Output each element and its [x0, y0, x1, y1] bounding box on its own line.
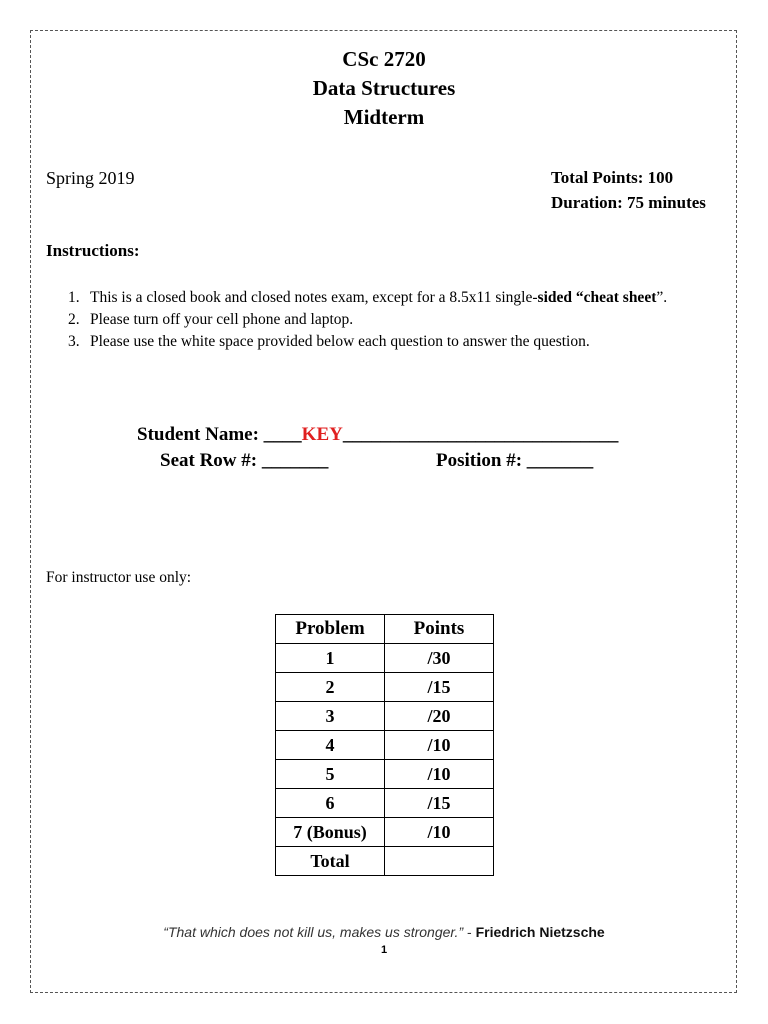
instruction-text: Please use the white space provided below each question to answer the question.	[90, 333, 590, 350]
quote-author: Friedrich Nietzsche	[475, 924, 605, 940]
total-points: Total Points: 100	[551, 168, 674, 187]
student-name-value: KEY	[301, 424, 343, 445]
table-row	[276, 789, 494, 818]
table-row	[276, 731, 494, 760]
problem-cell: 4	[276, 731, 385, 760]
student-name-blank-prefix: ____	[263, 424, 302, 445]
table-row	[276, 702, 494, 731]
points-cell	[385, 847, 494, 876]
duration: Duration: 75 minutes	[551, 193, 706, 212]
column-header-problem: Problem	[276, 615, 385, 644]
seat-row-label: Seat Row #:	[160, 450, 258, 471]
problem-cell: 6	[276, 789, 385, 818]
table-row	[276, 673, 494, 702]
table-row-total	[276, 847, 494, 876]
points-cell: /10	[385, 760, 494, 789]
instruction-item	[68, 309, 667, 331]
problem-cell: 3	[276, 702, 385, 731]
exam-title: Midterm	[343, 105, 425, 129]
seat-row-blank: _______	[261, 450, 329, 471]
problem-cell: 1	[276, 644, 385, 673]
table-row	[276, 760, 494, 789]
instruction-bold-text: sided “cheat sheet	[537, 289, 657, 306]
problem-cell: 5	[276, 760, 385, 789]
page-number: 1	[380, 944, 388, 956]
student-name-line	[137, 424, 618, 446]
instruction-text-end: ”.	[656, 289, 668, 306]
instructions-heading: Instructions:	[46, 241, 140, 260]
points-cell: /10	[385, 818, 494, 847]
points-cell: /10	[385, 731, 494, 760]
table-row	[276, 644, 494, 673]
points-cell: /30	[385, 644, 494, 673]
table-header-row	[276, 615, 494, 644]
quote-separator: -	[463, 924, 476, 940]
position-label: Position #:	[436, 450, 523, 471]
quote-text: “That which does not kill us, makes us stronger.”	[163, 924, 464, 940]
instruction-number: 1.	[68, 289, 80, 306]
instruction-number: 3.	[68, 333, 80, 350]
subject-title: Data Structures	[312, 76, 456, 100]
points-cell: /20	[385, 702, 494, 731]
quote	[0, 924, 768, 940]
seat-row-line	[160, 450, 328, 472]
problem-cell: Total	[276, 847, 385, 876]
table-row	[276, 818, 494, 847]
points-cell: /15	[385, 789, 494, 818]
points-cell: /15	[385, 673, 494, 702]
problem-cell: 7 (Bonus)	[276, 818, 385, 847]
points-table	[275, 614, 494, 876]
instructor-note: For instructor use only:	[46, 569, 192, 586]
position-blank: _______	[526, 450, 594, 471]
instructions-list	[68, 287, 667, 353]
instruction-text: This is a closed book and closed notes exam, except for a 8.5x11 single-	[90, 289, 538, 306]
instruction-number: 2.	[68, 311, 80, 328]
position-line	[436, 450, 593, 472]
instruction-text: Please turn off your cell phone and laptop.	[90, 311, 354, 328]
student-name-label: Student Name:	[137, 424, 259, 445]
problem-cell: 2	[276, 673, 385, 702]
instruction-item	[68, 287, 667, 309]
student-name-blank-suffix: _____________________________	[342, 424, 619, 445]
course-title: CSc 2720	[342, 47, 426, 71]
instruction-item	[68, 331, 667, 353]
semester: Spring 2019	[46, 168, 135, 188]
column-header-points: Points	[385, 615, 494, 644]
